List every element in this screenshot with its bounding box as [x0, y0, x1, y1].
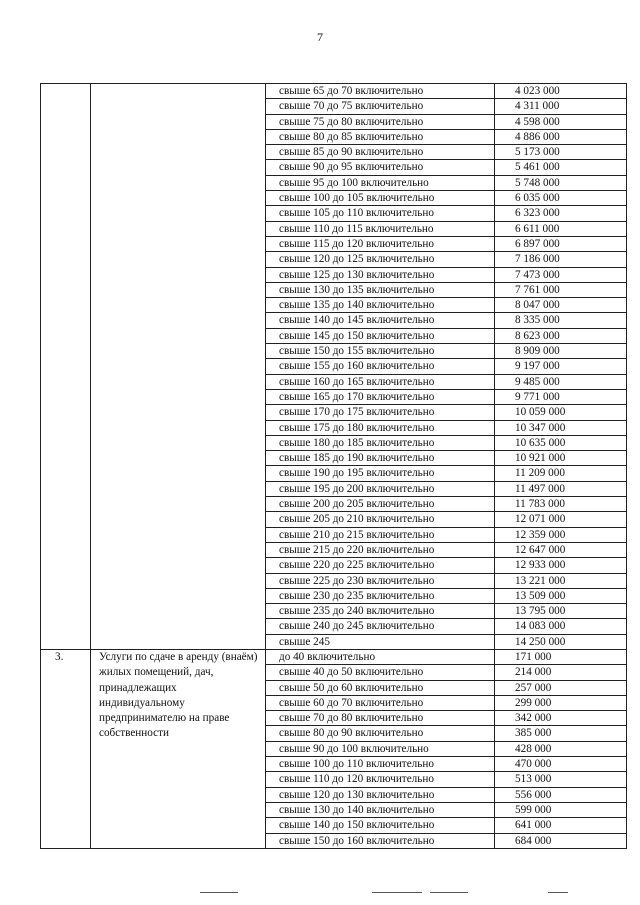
amount-cell: 10 921 000	[495, 451, 627, 466]
amount-cell: 7 761 000	[495, 282, 627, 297]
area-range-cell: свыше 60 до 70 включительно	[266, 695, 495, 710]
service-name	[91, 84, 266, 650]
amount-cell: 428 000	[495, 741, 627, 756]
amount-cell: 342 000	[495, 711, 627, 726]
amount-cell: 6 897 000	[495, 236, 627, 251]
amount-cell: 12 071 000	[495, 512, 627, 527]
amount-cell: 7 473 000	[495, 267, 627, 282]
amount-cell: 9 485 000	[495, 374, 627, 389]
area-range-cell: свыше 235 до 240 включительно	[266, 604, 495, 619]
area-range-cell: свыше 210 до 215 включительно	[266, 527, 495, 542]
area-range-cell: свыше 140 до 145 включительно	[266, 313, 495, 328]
amount-cell: 6 035 000	[495, 191, 627, 206]
amount-cell: 14 083 000	[495, 619, 627, 634]
area-range-cell: свыше 110 до 120 включительно	[266, 772, 495, 787]
footer-scan-marks	[0, 888, 640, 898]
area-range-cell: свыше 70 до 75 включительно	[266, 99, 495, 114]
area-range-cell: свыше 85 до 90 включительно	[266, 145, 495, 160]
area-range-cell: свыше 170 до 175 включительно	[266, 405, 495, 420]
area-range-cell: свыше 145 до 150 включительно	[266, 328, 495, 343]
area-range-cell: свыше 65 до 70 включительно	[266, 84, 495, 99]
amount-cell: 10 059 000	[495, 405, 627, 420]
amount-cell: 556 000	[495, 787, 627, 802]
section-number: 3.	[41, 649, 91, 848]
area-range-cell: свыше 245	[266, 634, 495, 649]
amount-cell: 11 209 000	[495, 466, 627, 481]
area-range-cell: свыше 125 до 130 включительно	[266, 267, 495, 282]
tariff-table	[40, 83, 627, 849]
amount-cell: 11 783 000	[495, 497, 627, 512]
area-range-cell: свыше 130 до 135 включительно	[266, 282, 495, 297]
table-row	[41, 649, 627, 664]
area-range-cell: свыше 90 до 100 включительно	[266, 741, 495, 756]
amount-cell: 6 611 000	[495, 221, 627, 236]
amount-cell: 12 359 000	[495, 527, 627, 542]
amount-cell: 9 771 000	[495, 389, 627, 404]
amount-cell: 171 000	[495, 649, 627, 664]
amount-cell: 10 635 000	[495, 435, 627, 450]
area-range-cell: свыше 120 до 130 включительно	[266, 787, 495, 802]
area-range-cell: свыше 150 до 155 включительно	[266, 344, 495, 359]
amount-cell: 6 323 000	[495, 206, 627, 221]
amount-cell: 299 000	[495, 695, 627, 710]
area-range-cell: свыше 90 до 95 включительно	[266, 160, 495, 175]
amount-cell: 8 047 000	[495, 298, 627, 313]
area-range-cell: свыше 220 до 225 включительно	[266, 558, 495, 573]
area-range-cell: свыше 100 до 110 включительно	[266, 757, 495, 772]
amount-cell: 13 509 000	[495, 588, 627, 603]
area-range-cell: свыше 40 до 50 включительно	[266, 665, 495, 680]
area-range-cell: свыше 70 до 80 включительно	[266, 711, 495, 726]
area-range-cell: свыше 180 до 185 включительно	[266, 435, 495, 450]
amount-cell: 9 197 000	[495, 359, 627, 374]
service-name: Услуги по сдаче в аренду (внаём) жилых помещений, дач, принадлежащих индивидуальному предпринимателю на праве собственности	[91, 649, 266, 848]
amount-cell: 4 023 000	[495, 84, 627, 99]
amount-cell: 11 497 000	[495, 481, 627, 496]
area-range-cell: свыше 105 до 110 включительно	[266, 206, 495, 221]
area-range-cell: свыше 150 до 160 включительно	[266, 833, 495, 848]
area-range-cell: свыше 80 до 90 включительно	[266, 726, 495, 741]
area-range-cell: свыше 115 до 120 включительно	[266, 236, 495, 251]
area-range-cell: свыше 135 до 140 включительно	[266, 298, 495, 313]
amount-cell: 12 647 000	[495, 542, 627, 557]
area-range-cell: свыше 165 до 170 включительно	[266, 389, 495, 404]
area-range-cell: свыше 80 до 85 включительно	[266, 129, 495, 144]
amount-cell: 8 335 000	[495, 313, 627, 328]
amount-cell: 10 347 000	[495, 420, 627, 435]
area-range-cell: свыше 215 до 220 включительно	[266, 542, 495, 557]
amount-cell: 14 250 000	[495, 634, 627, 649]
amount-cell: 13 795 000	[495, 604, 627, 619]
amount-cell: 12 933 000	[495, 558, 627, 573]
area-range-cell: свыше 240 до 245 включительно	[266, 619, 495, 634]
area-range-cell: свыше 160 до 165 включительно	[266, 374, 495, 389]
amount-cell: 4 598 000	[495, 114, 627, 129]
area-range-cell: свыше 75 до 80 включительно	[266, 114, 495, 129]
area-range-cell: свыше 110 до 115 включительно	[266, 221, 495, 236]
amount-cell: 4 886 000	[495, 129, 627, 144]
area-range-cell: свыше 100 до 105 включительно	[266, 191, 495, 206]
area-range-cell: свыше 50 до 60 включительно	[266, 680, 495, 695]
area-range-cell: до 40 включительно	[266, 649, 495, 664]
amount-cell: 684 000	[495, 833, 627, 848]
amount-cell: 8 909 000	[495, 344, 627, 359]
table-row	[41, 84, 627, 99]
amount-cell: 214 000	[495, 665, 627, 680]
area-range-cell: свыше 230 до 235 включительно	[266, 588, 495, 603]
area-range-cell: свыше 200 до 205 включительно	[266, 497, 495, 512]
area-range-cell: свыше 140 до 150 включительно	[266, 818, 495, 833]
area-range-cell: свыше 225 до 230 включительно	[266, 573, 495, 588]
area-range-cell: свыше 205 до 210 включительно	[266, 512, 495, 527]
area-range-cell: свыше 195 до 200 включительно	[266, 481, 495, 496]
amount-cell: 257 000	[495, 680, 627, 695]
area-range-cell: свыше 95 до 100 включительно	[266, 175, 495, 190]
amount-cell: 513 000	[495, 772, 627, 787]
amount-cell: 4 311 000	[495, 99, 627, 114]
amount-cell: 385 000	[495, 726, 627, 741]
amount-cell: 7 186 000	[495, 252, 627, 267]
amount-cell: 5 173 000	[495, 145, 627, 160]
amount-cell: 641 000	[495, 818, 627, 833]
amount-cell: 470 000	[495, 757, 627, 772]
amount-cell: 13 221 000	[495, 573, 627, 588]
area-range-cell: свыше 185 до 190 включительно	[266, 451, 495, 466]
amount-cell: 8 623 000	[495, 328, 627, 343]
area-range-cell: свыше 190 до 195 включительно	[266, 466, 495, 481]
amount-cell: 5 748 000	[495, 175, 627, 190]
table-body	[41, 84, 627, 849]
amount-cell: 5 461 000	[495, 160, 627, 175]
section-number	[41, 84, 91, 650]
area-range-cell: свыше 155 до 160 включительно	[266, 359, 495, 374]
area-range-cell: свыше 120 до 125 включительно	[266, 252, 495, 267]
area-range-cell: свыше 175 до 180 включительно	[266, 420, 495, 435]
page-number: 7	[317, 30, 323, 44]
amount-cell: 599 000	[495, 802, 627, 817]
area-range-cell: свыше 130 до 140 включительно	[266, 802, 495, 817]
